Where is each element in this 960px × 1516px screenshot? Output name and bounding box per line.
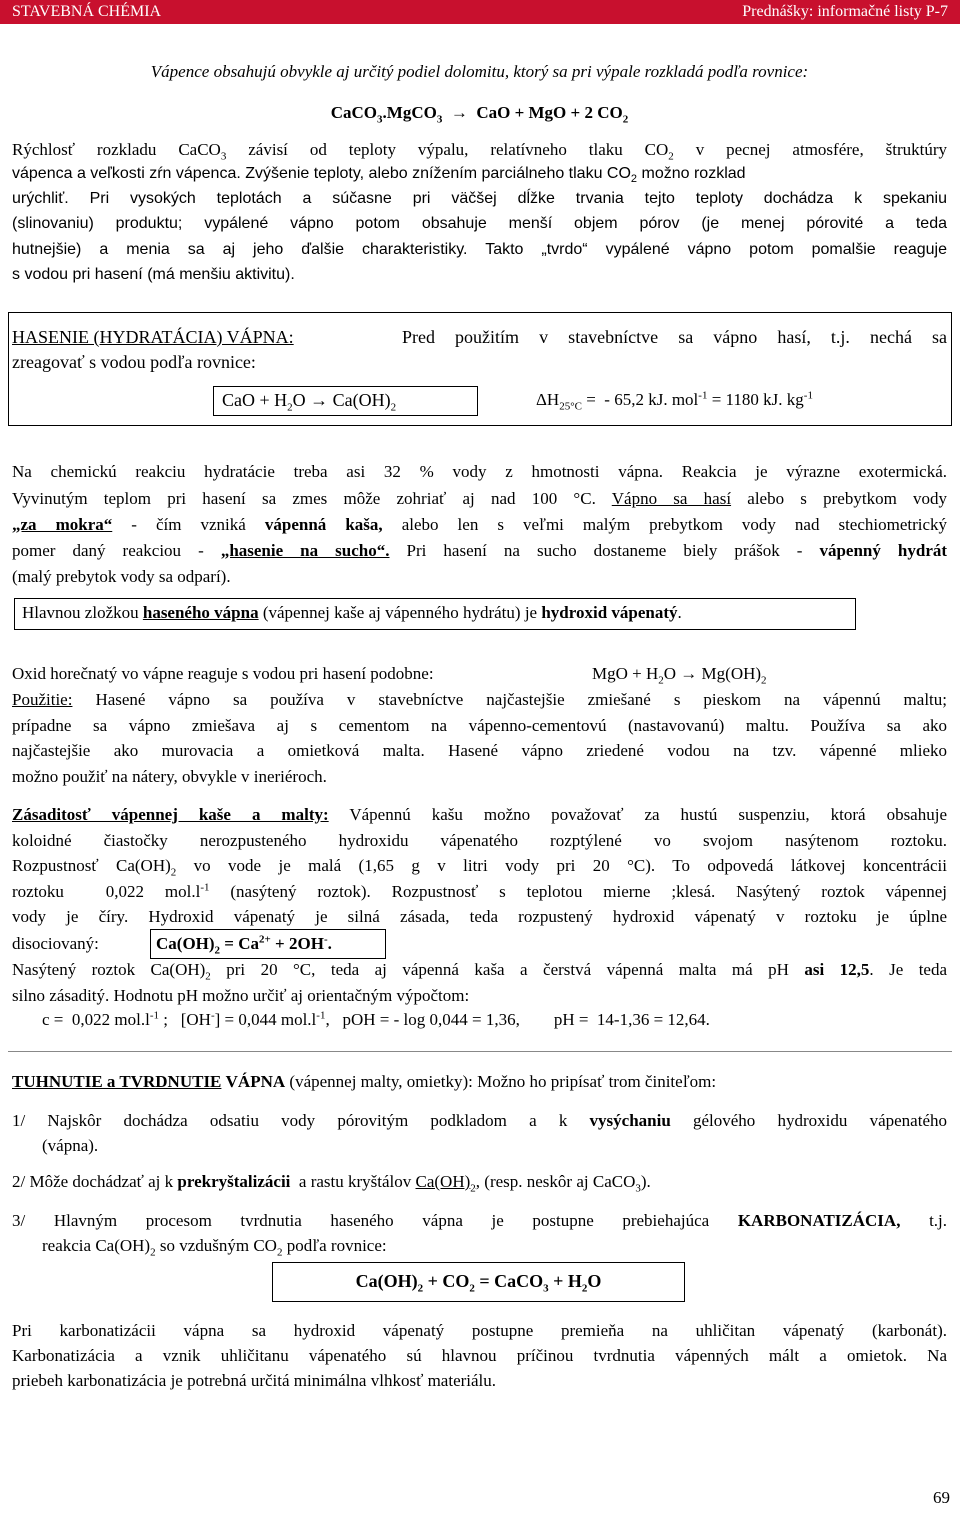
p2-line2 [12,489,947,509]
header-title: STAVEBNÁ CHÉMIA [12,3,162,20]
tuhnutie-i3b: KARBONATIZÁCIA, [737,1211,901,1230]
p2-text-e: pomer daný reakciou - [12,541,204,560]
reaction-dolomite: CaCO$_3$.MgCO$_3$ → CaO + MgO + 2 $CO_2$ [330,103,629,126]
pouzitie-line2: prípadne sa vápno zmiešava aj s cementom na vápenno-cementovú (nastavovanú) maltu. Používa sa ako [12,716,947,735]
dissociation-equation: $Ca(OH)_2 = Ca^{2+} + 2OH^-$. [156,933,332,957]
tuhnutie-i3a: 3/ Hlavným procesom tvrdnutia haseného vápna je postupne prebiehajúca [12,1211,710,1230]
tuhnutie-rest: (vápennej malty, omietky): Možno ho pripísať trom činiteľom: [289,1072,717,1091]
p2-line1: Na chemickú reakciu hydratácie treba asi 32 % vody z hmotnosti vápna. Reakcia je výrazne exotermická. [12,462,947,481]
zasad-line2: koloidné čiastočky nerozpusteného hydroxidu vápenatého rozptýlené vo svojom nasýtenom roztoku. [12,831,947,850]
p2-text-a: Vyvinutým teplom pri hasení sa zmes môže zohriať aj nad 100 °C. [12,489,596,508]
zasad-line3: Rozpustnosť $Ca(OH)_2$ vo vode je malá (1,65 g v litri vody pri 20 °C). To odpovedá látkovej koncentrácii [12,856,947,879]
tuhnutie-title-line [12,1072,947,1092]
mgo-line [12,664,947,687]
zasad-calculation: c = 0,022 $mol.l^{-1}$ ; [OH-] = 0,044 $mol.l^{-1}$, pOH = - log 0,044 = 1,36, pH = 14-1,36 = 12,64. [42,1009,710,1029]
p2-za-mokra: „za mokra“ [12,515,113,534]
p1-line1: Rýchlosť rozkladu CaCO$_3$ závisí od teploty výpalu, relatívneho tlaku $CO_2$ v pecnej atmosfére, štruktúry [12,140,948,163]
zasad-text-b: . Je teda [869,960,948,979]
page-header [0,0,960,24]
p2-line4 [12,541,947,561]
tuhnutie-item2: 2/ Môže dochádzať aj k prekryštalizácii a rastu kryštálov $Ca(OH)_2$, (resp. neskôr aj CaCO$_3$). [12,1172,651,1195]
tuhnutie-i2b: prekryštalizácii [177,1172,291,1191]
zasad-line4: roztoku 0,022 $mol.l^{-1}$ (nasýtený roztok). Rozpustnosť s teplotou mierne ;klesá. Nasýtený roztok vápennej [12,881,947,901]
p2-line3 [12,515,947,535]
pouzitie-label: Použitie: [12,690,73,709]
tuhnutie-item1 [12,1111,947,1131]
tuhnutie-i1c: gélového hydroxidu vápenatého [692,1111,947,1130]
p1-line2: vápenca a veľkosti zŕn vápenca. Zvýšenie teploty, alebo znížením parciálneho tlaku $CO_2$ možno rozklad [12,165,746,186]
tuhnutie-item1-cont: (vápna). [42,1136,99,1155]
carbonation-equation: $Ca(OH)_2 + CO_2$ = CaCO$_3$ + $H_2O$ [355,1271,602,1295]
p2-link-vapno: Vápno sa hasí [611,489,732,508]
pouzitie-line3: najčastejšie ako murovacia a omietková malta. Hasené vápno zriedené vodou na tzv. vápenné mlieko [12,741,947,760]
zasad-ph-value: asi 12,5 [804,960,870,979]
tuhnutie-vapna: VÁPNA [225,1072,286,1091]
tuhnutie-title: TUHNUTIE a TVRDNUTIE [12,1072,222,1091]
p1-line5 [12,240,947,260]
mainbox-text-e: . [677,603,682,622]
zasad-line7: Nasýtený roztok $Ca(OH)_2$ pri 20 °C, teda aj vápenná kaša a čerstvá vápenná malta má pH asi 12,5. Je teda [12,960,948,983]
p1-line3 [12,189,947,209]
zasad-disociovany: disociovaný: [12,934,99,953]
pouzitie-line1 [12,690,947,710]
mainbox-text-c: (vápennej kaše aj vápenného hydrátu) je [262,603,538,622]
tuhnutie-item3-cont: reakcia $Ca(OH)_2$ so vzdušným $CO_2$ podľa rovnice: [42,1236,387,1259]
final-line1: Pri karbonatizácii vápna sa hydroxid vápenatý postupne premieňa na uhličitan vápenatý (karbonát). [12,1321,947,1340]
hasenie-enthalpy: $\Delta H_{25^\circ C}$ = - 65,2 kJ. mol$^{-1}$ = 1180 kJ. $kg^{-1}$ [536,389,813,413]
page-number: 69 [933,1488,950,1507]
mainbox-text-a: Hlavnou zložkou [22,603,139,622]
mainbox-hydroxid: hydroxid vápenatý [541,603,678,622]
p1-text-e: Takto „tvrdo“ vypálené vápno potom pomalšie reaguje [485,241,947,258]
p2-text-c: - čím vzniká [131,515,246,534]
hasenie-title: HASENIE (HYDRATÁCIA) VÁPNA: [12,327,294,347]
p1-line4: (slinovaniu) produktu; vypálené vápno potom obsahuje menší objem pórov (je menej pórovité a teda [12,215,947,232]
zasad-line5: vody je číry. Hydroxid vápenatý je silná zásada, teda rozpustený hydroxid vápenatý v roztoku je úplne [12,907,947,926]
p1-text-c: Pri vysokých teplotách a súčasne pri väčšej dĺžke trvania tejto teploty dochádza k spekaniu [89,190,947,207]
p1-line6: s vodou pri hasení (má menšiu aktivitu). [12,266,295,283]
hasenie-text2: zreagovať s vodou podľa rovnice: [12,352,256,372]
hasenie-text1: Pred použitím v stavebníctve sa vápno hasí, t.j. nechá sa [402,327,947,347]
tuhnutie-i3c: t.j. [929,1211,948,1230]
final-line3: priebeh karbonatizácia je potrebná určitá minimálna vlhkosť materiálu. [12,1371,497,1390]
header-subtitle: Prednášky: informačné listy P-7 [742,3,948,20]
p1-text-a: vápenca a veľkosti zŕn vápenca. [12,165,241,182]
p1-text-b: urýchliť. [12,190,69,207]
pouzitie-text-a: Hasené vápno sa používa v stavebníctve najčastejšie zmiešané s pieskom na vápennú maltu; [95,690,947,709]
p2-text-d: alebo len s veľmi malým prebytkom vody nad stechiometrický [401,515,948,534]
p2-text-f: Pri hasení na sucho dostaneme biely prášok - [406,541,803,560]
zasad-text-a: Vápennú kašu možno považovať za hustú suspenziu, ktorá obsahuje [349,805,947,824]
mgo-equation: MgO + $H_2O \to Mg(OH)_2$ [592,664,767,687]
tuhnutie-item3 [12,1211,947,1231]
intro-line: Vápence obsahujú obvykle aj určitý podiel dolomitu, ktorý sa pri výpale rozkladá podľa rovnice: [150,62,809,81]
zasad-line8: silno zásaditý. Hodnotu pH možno určiť aj orientačným výpočtom: [12,986,470,1005]
final-line2: Karbonatizácia a vznik uhličitanu vápenatého sú hlavnou príčinou tvrdnutia vápenných mált a omietok. Na [12,1346,947,1365]
p2-text-b: alebo s prebytkom vody [747,489,948,508]
p1-text-d: hutnejšie) a menia sa aj jeho ďalšie charakteristiky. [12,241,468,258]
section-divider [8,1051,952,1052]
hasenie-line1 [12,327,947,347]
mgo-text: Oxid horečnatý vo vápne reaguje s vodou pri hasení podobne: [12,664,434,683]
tuhnutie-i1a: 1/ Najskôr dochádza odsatiu vody pórovitým podkladom a k [12,1111,568,1130]
main-component-line [22,603,902,623]
zasad-line1 [12,805,947,825]
zasad-title: Zásaditosť vápennej kaše a malty: [12,805,329,824]
pouzitie-line4: možno použiť na nátery, obvykle v ineriéroch. [12,767,327,786]
p2-hasenie-na-sucho: „hasenie na sucho“. [220,541,390,560]
tuhnutie-i2a: 2/ Môže dochádzať aj k [12,1172,174,1191]
p2-line5: (malý prebytok vody sa odparí). [12,567,231,586]
mainbox-hasene-vapno: haseného vápna [142,603,259,622]
p2-vapenna-kasa: vápenná kaša, [264,515,383,534]
hasenie-equation: CaO + $H_2O \to Ca(OH)_2$ [222,390,397,414]
tuhnutie-i1b: vysýchaniu [589,1111,671,1130]
p2-vapenny-hydrat: vápenný hydrát [819,541,948,560]
